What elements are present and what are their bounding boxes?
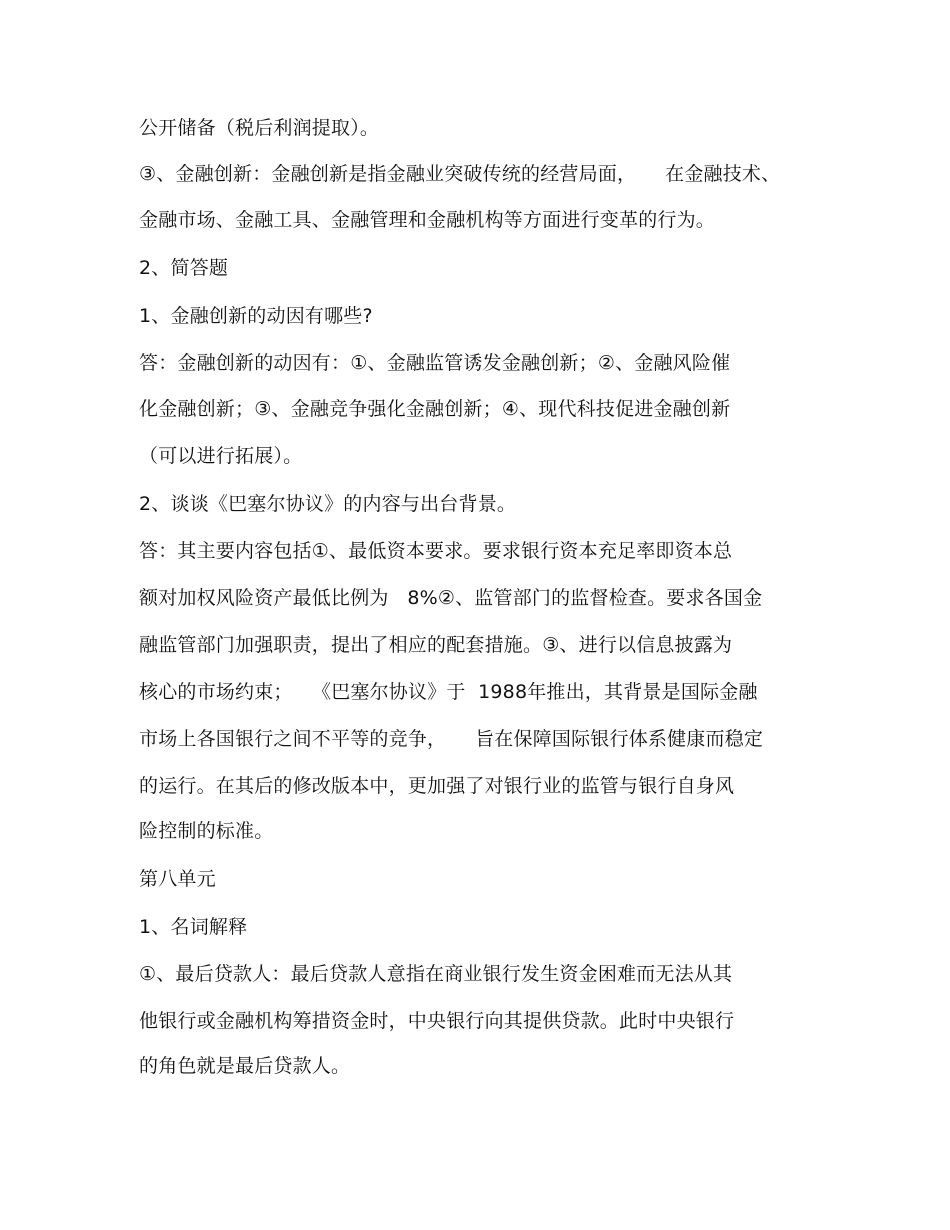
text-line: 他银行或金融机构筹措资金时，中央银行向其提供贷款。此时中央银行 bbox=[139, 1010, 735, 1032]
text-line: 融监管部门加强职责，提出了相应的配套措施。③、进行以信息披露为 bbox=[139, 634, 733, 656]
text-line: 的运行。在其后的修改版本中，更加强了对银行业的监管与银行自身风 bbox=[139, 775, 735, 797]
unit-heading: 第八单元 bbox=[139, 868, 216, 890]
text-line: （可以进行拓展）。 bbox=[139, 445, 303, 467]
section-heading: 2、简答题 bbox=[139, 257, 229, 279]
section-heading: 1、名词解释 bbox=[139, 916, 248, 938]
text-line: 答：其主要内容包括①、最低资本要求。要求银行资本充足率即资本总 bbox=[139, 540, 733, 562]
text-line: 的角色就是最后贷款人。 bbox=[139, 1055, 351, 1077]
text-line: 化金融创新；③、金融竞争强化金融创新；④、现代科技促进金融创新 bbox=[139, 398, 731, 420]
question-title: 1、金融创新的动因有哪些? bbox=[139, 305, 373, 327]
text-line: 额对加权风险资产最低比例为 8%②、监管部门的监督检查。要求各国金 bbox=[139, 587, 763, 609]
text-line: 公开储备（税后利润提取）。 bbox=[139, 117, 380, 139]
text-line: 险控制的标准。 bbox=[139, 820, 274, 842]
text-line: 核心的市场约束； 《巴塞尔协议》于 1988年推出，其背景是国际金融 bbox=[139, 681, 758, 703]
text-line: 答：金融创新的动因有：①、金融监管诱发金融创新；②、金融风险催 bbox=[139, 352, 731, 374]
question-title: 2、谈谈《巴塞尔协议》的内容与出台背景。 bbox=[139, 493, 517, 515]
text-line: ③、金融创新：金融创新是指金融业突破传统的经营局面， 在金融技术、 bbox=[139, 163, 781, 185]
text-line: 金融市场、金融工具、金融管理和金融机构等方面进行变革的行为。 bbox=[139, 209, 716, 231]
text-line: ①、最后贷款人：最后贷款人意指在商业银行发生资金困难而无法从其 bbox=[139, 963, 733, 985]
text-line: 市场上各国银行之间不平等的竞争， 旨在保障国际银行体系健康而稳定 bbox=[139, 728, 764, 750]
